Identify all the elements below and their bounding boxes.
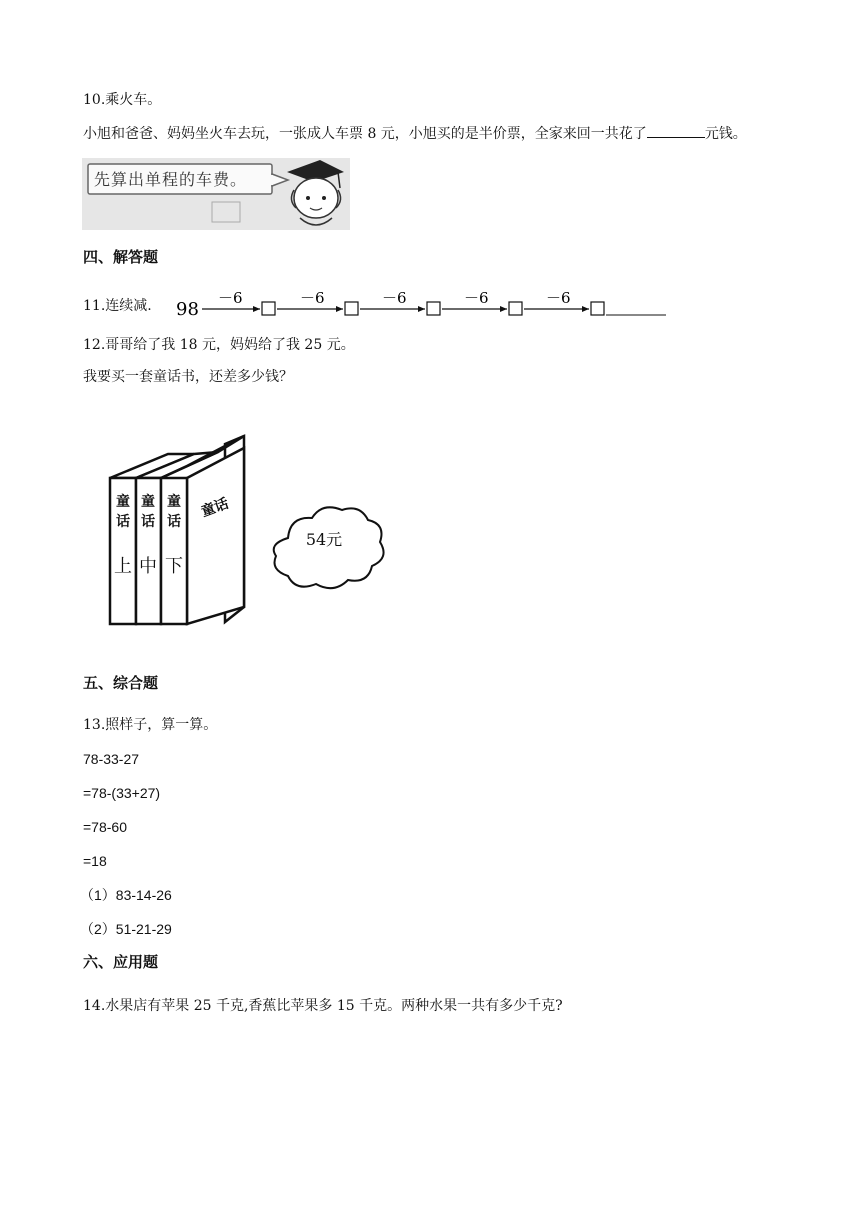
chain-op-1: －6 bbox=[218, 289, 243, 307]
spine3-char2: 话 bbox=[167, 514, 181, 530]
exercise-2: （2）51-21-29 bbox=[80, 921, 172, 937]
spine3-char1: 童 bbox=[167, 494, 181, 510]
answer-box-2 bbox=[345, 302, 358, 315]
q10-text-before: 小旭和爸爸、妈妈坐火车去玩，一张成人车票 8 元，小旭买的是半价票，全家来回一共花了 bbox=[83, 126, 647, 142]
spine1-char1: 童 bbox=[116, 494, 130, 510]
example-step-4: =18 bbox=[83, 853, 107, 869]
spine2-char2: 话 bbox=[141, 514, 155, 530]
q14-text: 14.水果店有苹果 25 千克,香蕉比苹果多 15 千克。两种水果一共有多少千克? bbox=[83, 998, 563, 1014]
answer-blank bbox=[647, 123, 705, 138]
chain-op-5: －6 bbox=[546, 289, 571, 307]
q10-title: 10.乘火车。 bbox=[83, 92, 162, 108]
chain-start-number: 98 bbox=[176, 299, 199, 320]
chain-op-2: －6 bbox=[300, 289, 325, 307]
volume-3-label: 下 bbox=[165, 556, 183, 577]
volume-2-label: 中 bbox=[139, 556, 157, 577]
spine1-char2: 话 bbox=[116, 514, 130, 530]
hint-illustration bbox=[82, 158, 350, 230]
hint-bubble-text: 先算出单程的车费。 bbox=[94, 170, 248, 189]
subtraction-chain bbox=[170, 288, 670, 326]
q12-line2: 我要买一套童话书，还差多少钱？ bbox=[83, 369, 293, 385]
chain-op-4: －6 bbox=[464, 289, 489, 307]
section-5-title: 五、综合题 bbox=[83, 674, 159, 692]
q10-text-after: 元钱。 bbox=[704, 126, 747, 142]
example-step-3: =78-60 bbox=[83, 819, 127, 835]
q12-line1: 12.哥哥给了我 18 元，妈妈给了我 25 元。 bbox=[83, 337, 355, 353]
q11-label: 11.连续减. bbox=[83, 298, 152, 314]
answer-box-1 bbox=[262, 302, 275, 315]
answer-box-4 bbox=[509, 302, 522, 315]
example-step-1: 78-33-27 bbox=[83, 751, 140, 767]
q10-text bbox=[83, 123, 747, 144]
chain-op-3: －6 bbox=[382, 289, 407, 307]
volume-1-label: 上 bbox=[114, 556, 132, 577]
price-label: 54元 bbox=[305, 530, 343, 549]
section-4-title: 四、解答题 bbox=[83, 248, 159, 266]
spine2-char1: 童 bbox=[141, 494, 155, 510]
answer-box-5 bbox=[591, 302, 604, 315]
front-cover-title: 童话 bbox=[199, 495, 231, 521]
storybook-set-illustration bbox=[100, 432, 390, 636]
answer-box-3 bbox=[427, 302, 440, 315]
example-step-2: =78-(33+27) bbox=[83, 785, 161, 801]
q13-title: 13.照样子，算一算。 bbox=[83, 717, 218, 733]
exercise-1: （1）83-14-26 bbox=[80, 887, 172, 903]
section-6-title: 六、应用题 bbox=[83, 953, 159, 971]
